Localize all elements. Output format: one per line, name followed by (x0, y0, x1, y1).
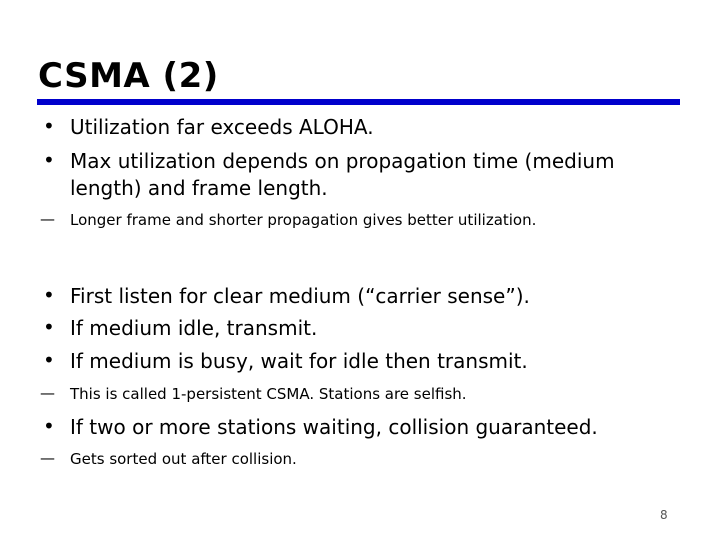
sub-text: This is called 1-persistent CSMA. Stations are selfish. (70, 385, 467, 403)
bullet-text: First listen for clear medium (“carrier sense”). (70, 284, 530, 308)
dash-marker: — (40, 449, 55, 467)
bullet-marker: • (43, 148, 55, 172)
bullet-marker: • (43, 283, 55, 307)
bullet-text: Utilization far exceeds ALOHA. (70, 115, 374, 139)
bullet-text: Max utilization depends on propagation time (medium length) and frame length. (70, 149, 615, 200)
bullet-text: If two or more stations waiting, collision guaranteed. (70, 415, 598, 439)
bullet-text: If medium idle, transmit. (70, 316, 318, 340)
sub-text: Gets sorted out after collision. (70, 450, 297, 468)
bullet-marker: • (43, 348, 55, 372)
bullet-text: If medium is busy, wait for idle then transmit. (70, 349, 528, 373)
dash-marker: — (40, 210, 55, 228)
dash-marker: — (40, 384, 55, 402)
bullet-marker: • (43, 315, 55, 339)
slide-title: CSMA (2) (38, 56, 219, 96)
page-number: 8 (660, 508, 668, 522)
sub-text: Longer frame and shorter propagation gives better utilization. (70, 211, 537, 229)
bullet-marker: • (43, 114, 55, 138)
bullet-marker: • (43, 414, 55, 438)
title-underline (37, 99, 680, 105)
